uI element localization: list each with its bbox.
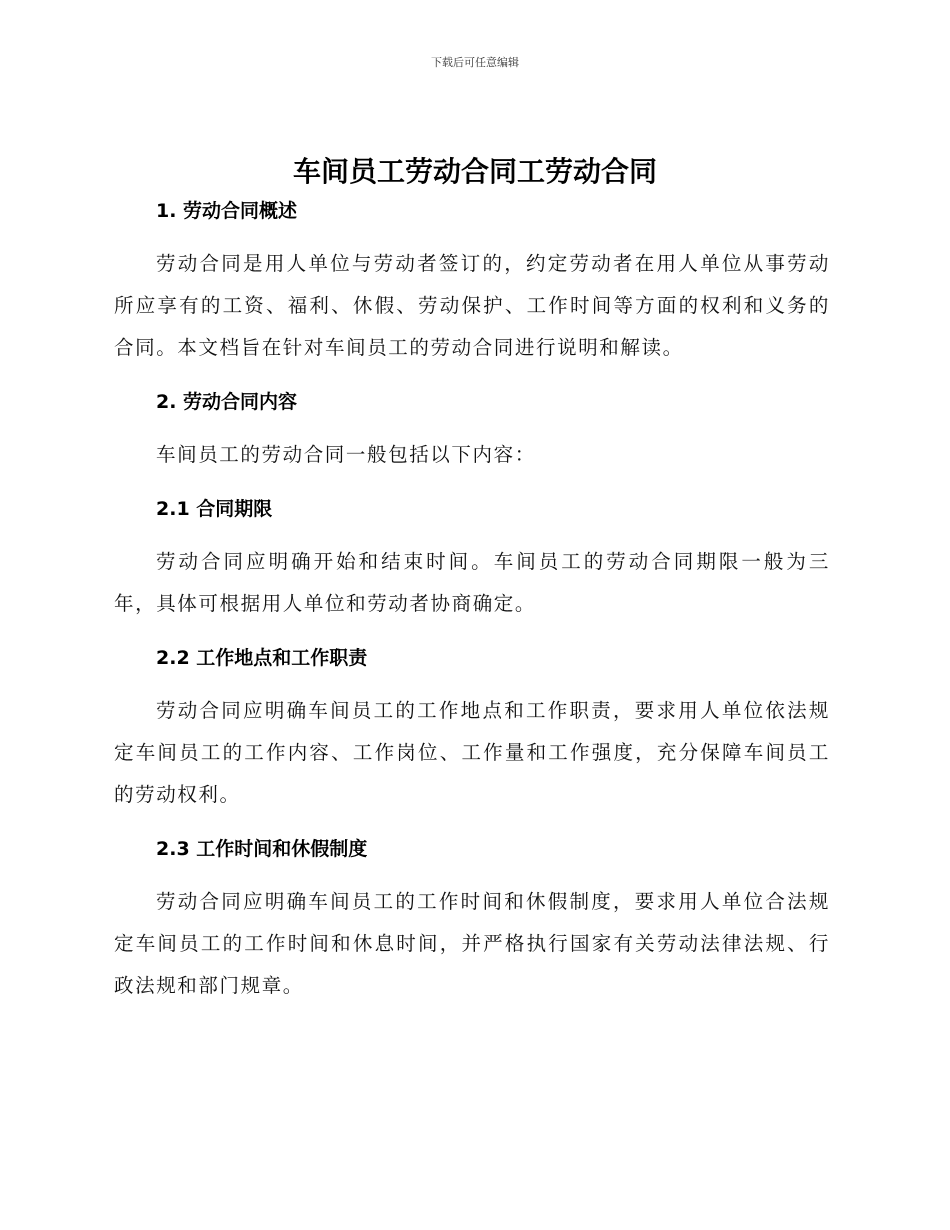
section-paragraph-2: 车间员工的劳动合同一般包括以下内容： bbox=[156, 443, 536, 466]
page-header: 下载后可任意编辑 bbox=[431, 56, 519, 69]
section-heading-2-1: 2.1 合同期限 bbox=[156, 498, 273, 520]
document-body bbox=[114, 196, 830, 1007]
section-paragraph-1: 劳动合同是用人单位与劳动者签订的，约定劳动者在用人单位从事劳动所应享有的工资、福利、休假、劳动保护、工作时间等方面的权利和义务的合同。本文档旨在针对车间员工的劳动合同进行说明和解读。 bbox=[114, 252, 830, 359]
section-paragraph-2-1: 劳动合同应明确开始和结束时间。车间员工的劳动合同期限一般为三年，具体可根据用人单位和劳动者协商确定。 bbox=[114, 550, 830, 615]
section-heading-2-2: 2.2 工作地点和工作职责 bbox=[156, 647, 368, 669]
section-heading-2: 2. 劳动合同内容 bbox=[156, 391, 298, 413]
section-paragraph-2-3: 劳动合同应明确车间员工的工作时间和休假制度，要求用人单位合法规定车间员工的工作时间和休息时间，并严格执行国家有关劳动法律法规、行政法规和部门规章。 bbox=[114, 890, 830, 997]
document-title: 车间员工劳动合同工劳动合同 bbox=[292, 155, 657, 188]
section-heading-1: 1. 劳动合同概述 bbox=[156, 200, 298, 222]
section-heading-2-3: 2.3 工作时间和休假制度 bbox=[156, 838, 368, 860]
section-paragraph-2-2: 劳动合同应明确车间员工的工作地点和工作职责，要求用人单位依法规定车间员工的工作内容、工作岗位、工作量和工作强度，充分保障车间员工的劳动权利。 bbox=[114, 699, 830, 806]
